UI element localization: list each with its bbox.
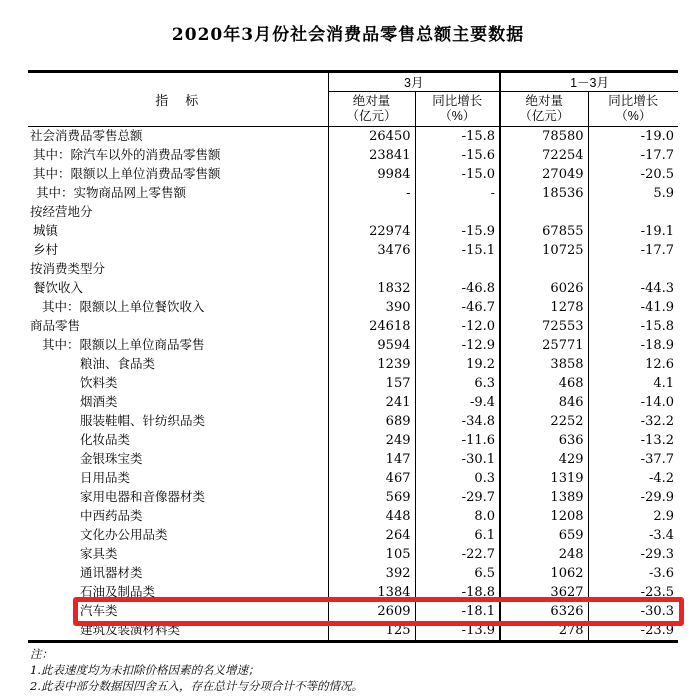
month-absolute-header: [328, 92, 415, 127]
value-cell: 18536: [500, 184, 588, 203]
value-cell: -13.2: [640, 433, 675, 448]
value-cell: -29.9: [640, 490, 675, 505]
value-cell: -23.5: [640, 585, 675, 600]
indicator-cell: 家用电器和音像器材类: [28, 488, 328, 507]
indicator-cell: 金银珠宝类: [28, 450, 328, 469]
indicator-cell: 餐饮收入: [28, 279, 328, 298]
value-cell: 8.0: [415, 507, 500, 526]
month-group-header: 3月: [328, 72, 500, 92]
value-cell: 1384: [328, 583, 415, 602]
indicator-cell: 其中：除汽车以外的消费品零售额: [28, 146, 328, 165]
table-row: [28, 165, 678, 184]
value-cell: 278: [500, 621, 588, 642]
value-cell: -3.4: [648, 528, 675, 543]
value-cell: [415, 260, 500, 279]
value-cell: 0.3: [415, 469, 500, 488]
value-cell: 846: [500, 393, 588, 412]
table-row: [28, 298, 678, 317]
value-cell: 1278: [500, 298, 588, 317]
retail-data-table: [28, 70, 678, 643]
value-cell: 6026: [500, 279, 588, 298]
table-row: [28, 526, 678, 545]
value-cell: -19.1: [640, 224, 675, 239]
value-cell: 26450: [328, 127, 415, 147]
value-cell: -30.1: [415, 450, 500, 469]
value-cell: 6.1: [415, 526, 500, 545]
table-row: [28, 127, 678, 147]
header-row-groups: [28, 72, 678, 92]
value-cell: -12.9: [415, 336, 500, 355]
table-row: [28, 374, 678, 393]
table-row: [28, 184, 678, 203]
header-line: （亿元）: [519, 109, 570, 123]
indicator-cell: 其中：实物商品网上零售额: [28, 184, 328, 203]
value-cell: -17.7: [640, 148, 675, 163]
table-row: [28, 336, 678, 355]
indicator-cell: 饮料类: [28, 374, 328, 393]
value-cell: -46.7: [415, 298, 500, 317]
header-line: 同比增长: [432, 94, 483, 108]
value-cell: 78580: [500, 127, 588, 147]
table-body: [28, 127, 678, 642]
value-cell: [500, 260, 588, 279]
table-row: [28, 355, 678, 374]
value-cell: -19.0: [640, 129, 675, 144]
value-cell: -41.9: [640, 300, 675, 315]
indicator-cell: 按经营地分: [28, 203, 328, 222]
value-cell: 72553: [500, 317, 588, 336]
value-cell: -29.7: [415, 488, 500, 507]
table-row: [28, 241, 678, 260]
value-cell: -: [415, 184, 500, 203]
value-cell: 23841: [328, 146, 415, 165]
value-cell: -23.9: [640, 623, 675, 638]
value-cell: -15.6: [415, 146, 500, 165]
value-cell: 390: [328, 298, 415, 317]
value-cell: 6.5: [415, 564, 500, 583]
value-cell: 3627: [500, 583, 588, 602]
value-cell: 1208: [500, 507, 588, 526]
header-line: 绝对量: [525, 94, 564, 108]
value-cell: 22974: [328, 222, 415, 241]
value-cell: -44.3: [640, 281, 675, 296]
table-row: [28, 393, 678, 412]
value-cell: -15.0: [415, 165, 500, 184]
cumulative-group-header: 1－3月: [500, 72, 678, 92]
value-cell: -12.0: [415, 317, 500, 336]
table-row: [28, 222, 678, 241]
value-cell: 10725: [500, 241, 588, 260]
value-cell: 248: [500, 545, 588, 564]
value-cell: 659: [500, 526, 588, 545]
value-cell: 24618: [328, 317, 415, 336]
table-row: [28, 279, 678, 298]
value-cell: -18.1: [415, 602, 500, 621]
indicator-cell: 社会消费品零售总额: [28, 127, 328, 147]
header-line: （%）: [615, 109, 652, 123]
indicator-cell: 粮油、食品类: [28, 355, 328, 374]
value-cell: -34.8: [415, 412, 500, 431]
statistics-table: [28, 70, 678, 643]
value-cell: 25771: [500, 336, 588, 355]
indicator-cell: 文化办公用品类: [28, 526, 328, 545]
value-cell: [328, 203, 415, 222]
indicator-cell: 乡村: [28, 241, 328, 260]
table-row: [28, 260, 678, 279]
value-cell: 636: [500, 431, 588, 450]
value-cell: [500, 203, 588, 222]
footnote-item: 1.此表速度均为未扣除价格因素的名义增速；: [30, 663, 260, 677]
value-cell: -17.7: [640, 243, 675, 258]
value-cell: 1239: [328, 355, 415, 374]
value-cell: [588, 260, 678, 279]
cumulative-growth-header: [588, 92, 678, 127]
indicator-cell: 石油及制品类: [28, 583, 328, 602]
value-cell: 67855: [500, 222, 588, 241]
value-cell: 12.6: [645, 357, 675, 372]
value-cell: 157: [328, 374, 415, 393]
value-cell: -37.7: [640, 452, 675, 467]
value-cell: 467: [328, 469, 415, 488]
indicator-header: 指 标: [28, 72, 328, 127]
value-cell: 392: [328, 564, 415, 583]
value-cell: 105: [328, 545, 415, 564]
header-line: 同比增长: [608, 94, 659, 108]
indicator-cell: 通讯器材类: [28, 564, 328, 583]
value-cell: 2.9: [653, 509, 675, 524]
value-cell: 147: [328, 450, 415, 469]
indicator-cell: 建筑及装潢材料类: [28, 621, 328, 642]
indicator-cell: 烟酒类: [28, 393, 328, 412]
table-row: [28, 488, 678, 507]
indicator-cell: 其中：限额以上单位餐饮收入: [28, 298, 328, 317]
indicator-cell: 其中：限额以上单位消费品零售额: [28, 165, 328, 184]
value-cell: -46.8: [415, 279, 500, 298]
table-row-highlighted: [28, 602, 678, 621]
value-cell: -15.9: [415, 222, 500, 241]
footnotes: [30, 646, 670, 694]
value-cell: [588, 203, 678, 222]
page-title: 2020年3月份社会消费品零售总额主要数据: [171, 25, 525, 45]
indicator-cell: 城镇: [28, 222, 328, 241]
header-line: （%）: [439, 109, 476, 123]
value-cell: -13.9: [415, 621, 500, 642]
table-row: [28, 469, 678, 488]
value-cell: -15.1: [415, 241, 500, 260]
value-cell: -32.2: [640, 414, 675, 429]
value-cell: -18.8: [415, 583, 500, 602]
value-cell: [415, 203, 500, 222]
value-cell: -22.7: [415, 545, 500, 564]
value-cell: 6326: [500, 602, 588, 621]
value-cell: -: [328, 184, 415, 203]
value-cell: 264: [328, 526, 415, 545]
value-cell: -14.0: [640, 395, 675, 410]
table-row: [28, 431, 678, 450]
footnote-label: 注：: [30, 647, 53, 661]
indicator-cell: 其中：限额以上单位商品零售: [28, 336, 328, 355]
indicator-cell: 化妆品类: [28, 431, 328, 450]
table-row: [28, 450, 678, 469]
value-cell: 569: [328, 488, 415, 507]
header-line: 绝对量: [352, 94, 391, 108]
value-cell: 689: [328, 412, 415, 431]
table-row: [28, 412, 678, 431]
header-line: （亿元）: [346, 109, 397, 123]
table-row: [28, 203, 678, 222]
value-cell: 2252: [500, 412, 588, 431]
value-cell: 4.1: [653, 376, 675, 391]
value-cell: [328, 260, 415, 279]
value-cell: 6.3: [415, 374, 500, 393]
footnote-item: 2.此表中部分数据因四舍五入，存在总计与分项合计不等的情况。: [30, 679, 363, 693]
month-growth-header: [415, 92, 500, 127]
value-cell: -18.9: [640, 338, 675, 353]
value-cell: 1389: [500, 488, 588, 507]
table-row: [28, 146, 678, 165]
value-cell: -3.6: [648, 566, 675, 581]
table-row: [28, 545, 678, 564]
value-cell: -15.8: [640, 319, 675, 334]
value-cell: 5.9: [653, 186, 675, 201]
table-row: [28, 507, 678, 526]
value-cell: -30.3: [640, 604, 675, 619]
value-cell: -15.8: [415, 127, 500, 147]
value-cell: 19.2: [415, 355, 500, 374]
value-cell: -11.6: [415, 431, 500, 450]
value-cell: 468: [500, 374, 588, 393]
table-row: [28, 583, 678, 602]
value-cell: -9.4: [415, 393, 500, 412]
indicator-cell: 家具类: [28, 545, 328, 564]
value-cell: 125: [328, 621, 415, 642]
value-cell: 241: [328, 393, 415, 412]
table-row: [28, 621, 678, 642]
value-cell: 1319: [500, 469, 588, 488]
value-cell: -4.2: [648, 471, 675, 486]
table-row: [28, 564, 678, 583]
value-cell: 9984: [328, 165, 415, 184]
indicator-cell: 按消费类型分: [28, 260, 328, 279]
value-cell: 9594: [328, 336, 415, 355]
value-cell: 3858: [500, 355, 588, 374]
value-cell: 2609: [328, 602, 415, 621]
indicator-cell: 商品零售: [28, 317, 328, 336]
indicator-cell: 服装鞋帽、针纺织品类: [28, 412, 328, 431]
cumulative-absolute-header: [500, 92, 588, 127]
value-cell: -29.3: [640, 547, 675, 562]
table-row: [28, 317, 678, 336]
value-cell: 72254: [500, 146, 588, 165]
value-cell: 429: [500, 450, 588, 469]
value-cell: 249: [328, 431, 415, 450]
value-cell: 27049: [500, 165, 588, 184]
value-cell: 448: [328, 507, 415, 526]
value-cell: -20.5: [640, 167, 675, 182]
indicator-cell: 日用品类: [28, 469, 328, 488]
indicator-cell: 汽车类: [28, 602, 328, 621]
value-cell: 3476: [328, 241, 415, 260]
value-cell: 1832: [328, 279, 415, 298]
value-cell: 1062: [500, 564, 588, 583]
indicator-cell: 中西药品类: [28, 507, 328, 526]
